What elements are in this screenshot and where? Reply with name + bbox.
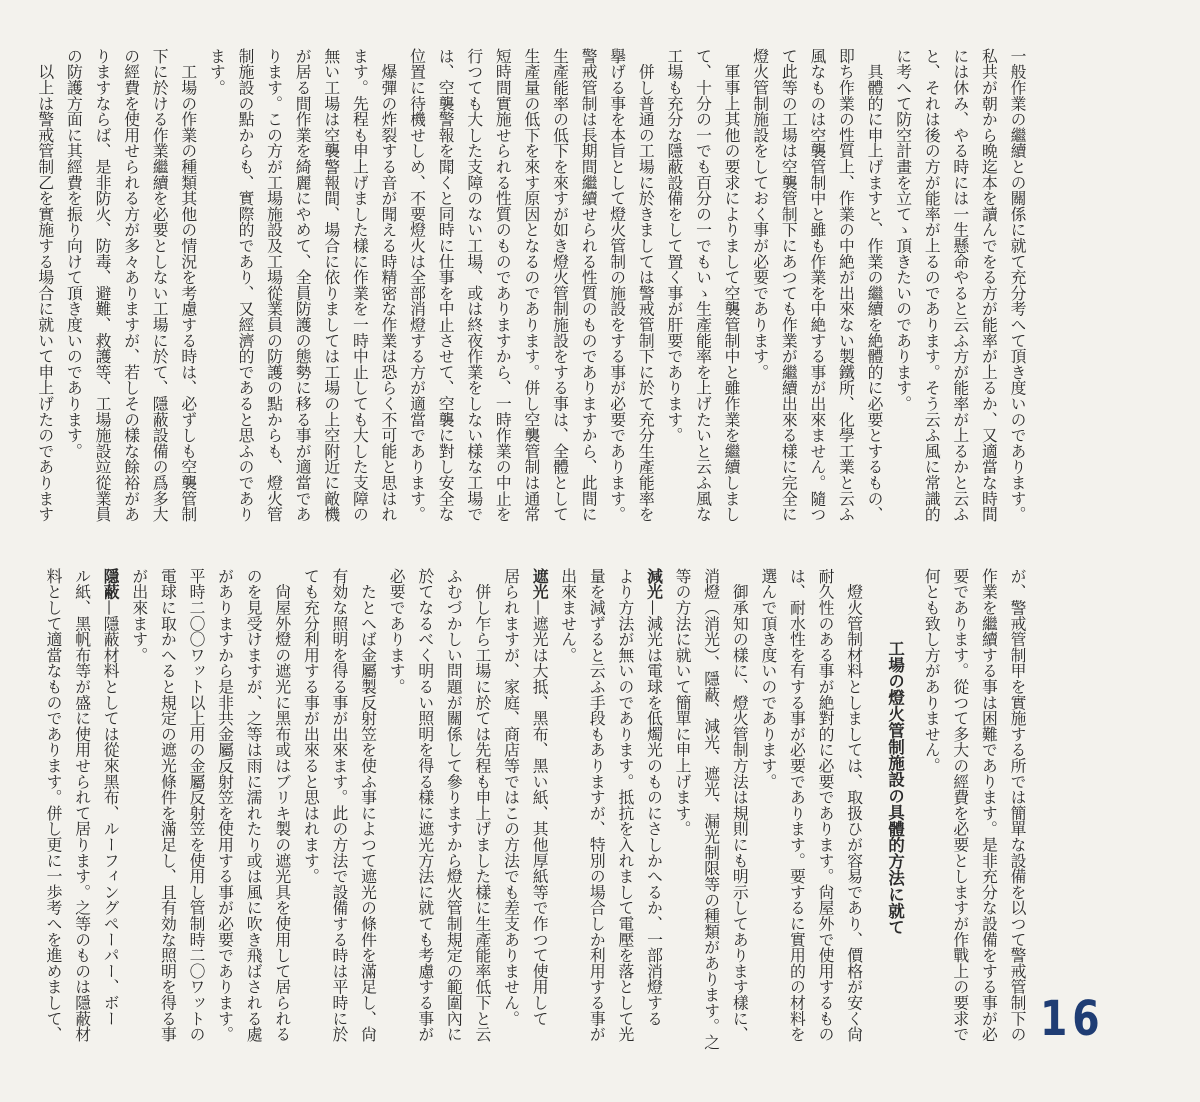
text-column: 量を減ずると云ふ手段もありますが、特別の場合しか利用する事が [587, 568, 607, 1042]
text-column: ても充分利用する事が出來ると思はれます。 [301, 568, 321, 884]
text-column: 行つても大した支障のない工場、或は終夜作業をしない樣な工場で [464, 48, 484, 522]
text-column: 燈火管制材料としましては、取扱ひが容易であり、價格が安く尙 [844, 568, 864, 1042]
text-column: ます。 [207, 48, 227, 96]
text-column: が居る間作業を綺麗にやめて、全員防護の態勢に移る事が適當であ [293, 48, 313, 522]
text-column: 耐久性のある事が絶對的に必要であります。尙屋外で使用するもの [816, 568, 836, 1042]
text-column: 軍事上其他の要求によりまして空襲管制中と雖作業を繼續しまし [722, 48, 742, 522]
text-column: ます。先程も申上げました樣に作業を一時中止しても大した支障の [350, 48, 370, 522]
text-column: 必要であります。 [387, 568, 407, 695]
text-column: 選んで頂き度いのであります。 [758, 568, 778, 790]
text-column: 一般作業の繼續との關係に就て充分考へて頂き度いのであります。 [1008, 48, 1027, 522]
text-column: たとへば金屬製反射笠を使ふ事によつて遮光の條件を滿足し、尙 [358, 568, 378, 1042]
text-column: 有効な照明を得る事が出來ます。此の方法で設備する時は平時に於 [329, 568, 349, 1042]
text-column: 料として適當なものであります。併し更に一歩考へを進めまして、 [44, 568, 63, 1042]
text-column: 何とも致し方がありません。 [922, 568, 942, 774]
text-column: 生產量の低下を來す原因となるのであります。併し空襲管制は通常 [521, 48, 541, 522]
subheading: 隱蔽 [101, 568, 121, 600]
upper-text-block [30, 48, 1031, 530]
text-column: と、それは後の方が能率が上るのであります。そう云ふ風に常識的 [922, 48, 942, 522]
text-column: 出來ません。 [558, 568, 578, 663]
column-text: —減光は電球を低燭光のものにさしかへるか、一部消燈する [644, 599, 664, 1027]
subheading: 遮光 [530, 568, 550, 600]
text-column: は、耐水性を有する事が必要であります。要するに實用的の材料を [787, 568, 807, 1042]
text-column: には休み、やる時には一生懸命やると云ふ方が能率が上るかと云ふ [950, 48, 970, 522]
page-number: 16 [1040, 991, 1105, 1047]
text-column: 尙屋外燈の遮光に黑布或はブリキ製の遮光具を使用して居られる [272, 568, 292, 1042]
text-column: 工場の作業の種類其他の情況を考慮する時は、必ずしも空襲管制 [178, 48, 198, 522]
text-column: 私共が朝から晩迄本を讀んでをる方が能率が上るか、又適當な時間 [979, 48, 999, 522]
text-column: 併し乍ら工場に於ては先程も申上げました樣に生產能率低下と云 [472, 568, 492, 1042]
text-column: 爆彈の炸裂する音が聞える時精密な作業は恐らく不可能と思はれ [378, 48, 398, 522]
text-column: て此等の工場は空襲管制下にあつても作業が繼續出來る樣に完全に [779, 48, 799, 522]
text-column: 即ち作業の性質上、作業の中絶が出來ない製鐵所、化學工業と云ふ [836, 48, 856, 522]
text-column: ル紙、黑帆布等が盛に使用せられて居ります。之等のものは隱蔽材 [72, 568, 92, 1042]
subheading: 減光 [644, 568, 664, 600]
text-column: 併し普通の工場に於きましては警戒管制下に於て充分生產能率を [636, 48, 656, 522]
text-column: 位置に待機せしめ、不要燈火は全部消燈する方が適當であります。 [407, 48, 427, 522]
text-column: ります。この方が工場施設及工場從業員の防護の點からも、燈火管 [264, 48, 284, 522]
text-column: 作業を繼續する事は困難であります。是非充分な設備をする事が必 [979, 568, 999, 1042]
text-column: ふむづかしい問題が關係して參りますから燈火管制規定の範圍內に [444, 568, 464, 1042]
text-column: 電球に取かへると規定の遮光條件を滿足し、且有効な照明を得る事 [158, 568, 178, 1042]
section-title: 工場の燈火管制施設の具體的方法に就て [885, 640, 905, 936]
text-column: 短時間實施せられる性質のものでありますから、一時作業の中止を [493, 48, 513, 522]
text-column: 具體的に申上げますと、作業の繼續を絶體的に必要とするもの、 [865, 48, 885, 522]
text-column: 風なものは空襲管制中と雖も作業を中絶する事が出來ません。隨つ [807, 48, 827, 522]
text-column: て、十分の一でも百分の一でもいゝ生產能率を上げたいと云ふ風な [693, 48, 713, 522]
text-column: 生產能率の低下を來すが如き燈火管制施設をする事は、全體として [550, 48, 570, 522]
text-column: 燈火管制施設をしておく事が必要であります。 [750, 48, 770, 380]
column-text: —隱蔽材料としては從來黑布、ルーフィングペーパー、ボー [101, 599, 121, 1027]
text-column: 於てなるべく明るい照明を得る樣に遮光方法に就ても考慮する事が [415, 568, 435, 1042]
text-column: 下に於ける作業繼續を必要としない工場に於て、隱蔽設備の爲多大 [150, 48, 170, 522]
text-column: の經費を使用せられる方が多々ありますが、若しその樣な餘裕があ [121, 48, 141, 522]
text-column: 制施設の點からも、實際的であり、又經濟的であると思ふのであり [235, 48, 255, 522]
text-column: より方法が無いのであります。抵抗を入れまして電壓を落として光 [615, 568, 635, 1042]
intro-columns [917, 568, 1031, 1050]
text-column: 無い工場は空襲警報間、場合に依りましては工場の上空附近に敵機 [321, 48, 341, 522]
text-column: 消燈（消光）、隱蔽、減光、遮光、漏光制限等の種類があります。之 [701, 568, 721, 1050]
text-column: 警戒管制は長期間繼續せられる性質のものでありますから、此間に [579, 48, 599, 522]
text-column: は、空襲警報を聞くと同時に仕事を中止させて、空襲に對し安全な [436, 48, 456, 522]
text-column: 擧げる事を本旨として燈火管制の施設をする事が必要であります。 [607, 48, 627, 522]
text-column: 御承知の樣に、燈火管制方法は規則にも明示してあります樣に、 [730, 568, 750, 1042]
text-column: 工場も充分な隱蔽設備をして置く事が肝要であります。 [664, 48, 684, 443]
text-column: の防護方面に其經費を振り向けて頂き度いのであります。 [64, 48, 84, 459]
text-column: 居られますが、家庭、商店等ではこの方法でも差支ありません。 [501, 568, 521, 1027]
text-column: 以上は警戒管制乙を實施する場合に就いて申上げたのであります [35, 48, 55, 522]
lower-text-block [38, 568, 1031, 1050]
body-columns [38, 568, 867, 1050]
text-column [639, 568, 668, 1050]
text-column: 要であります。從つて多大の經費を必要としますが作戰上の要求で [950, 568, 970, 1042]
text-column: 等の方法に就いて簡單に申上げます。 [673, 568, 693, 837]
text-column [96, 568, 125, 1050]
text-column [525, 568, 554, 1050]
text-column: りますならば、是非防火、防毒、避難、救護等、工場施設竝從業員 [93, 48, 112, 522]
column-text: —遮光は大抵、黑布、黑い紙、其他厚紙等で作つて使用して [530, 599, 550, 1027]
text-column: のを見受けますが、之等は雨に濡れたり或は風に吹き飛ばされる處 [244, 568, 264, 1042]
text-column: 平時二〇〇ワット以上用の金屬反射笠を使用し管制時二〇ワットの [186, 568, 206, 1042]
text-column: が、警戒管制甲を實施する所では簡單な設備を以つて警戒管制下の [1008, 568, 1027, 1042]
text-column: が出來ます。 [129, 568, 149, 663]
text-column: に考へて防空計畫を立てゝ頂きたいのであります。 [893, 48, 913, 412]
text-column: がありますから是非共金屬反射笠を使用する事が必要であります。 [215, 568, 235, 1042]
